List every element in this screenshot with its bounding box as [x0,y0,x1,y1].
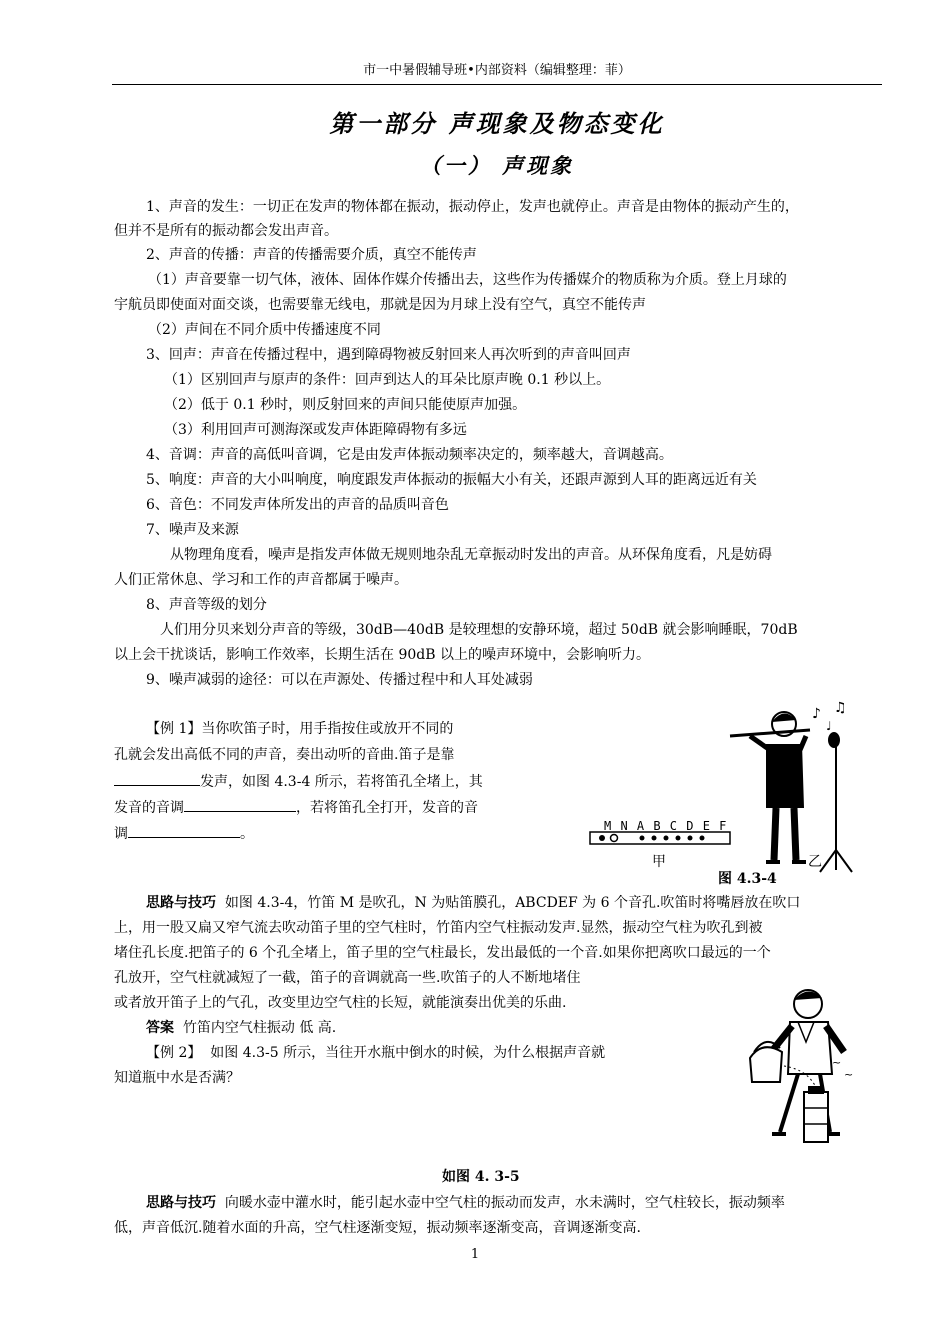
flute-hole-labels: M N A B C D E F [604,819,728,833]
answer-blank-1[interactable] [114,771,200,786]
para-2-2: （2）声间在不同介质中传播速度不同 [148,322,381,338]
solution2-line2: 低，声音低沉.随着水面的升高，空气柱逐渐变短，振动频率逐渐变高，音调逐渐变高. [114,1220,641,1236]
flute-label-jia: 甲 [652,854,666,870]
example1-line2: 孔就会发出高低不同的声音，奏出动听的音曲.笛子是靠 [114,747,455,763]
header-divider [112,84,882,85]
para-3-2: （2）低于 0.1 秒时，则反射回来的声间只能使原声加强。 [164,397,527,413]
para-8a: 人们用分贝来划分声音的等级，30dB—40dB 是较理想的安静环境，超过 50dB 就会影响睡眠，70dB [160,622,798,638]
answer1: 答案 竹笛内空气柱振动 低 高. [146,1020,337,1036]
figure-boy-pouring-water [740,982,890,1152]
para-1b: 但并不是所有的振动都会发出声音。 [114,223,338,239]
solution1-line1: 思路与技巧 如图 4.3-4，竹笛 M 是吹孔，N 为贴笛膜孔，ABCDEF 为 6 个音孔.吹笛时将嘴唇放在吹口 [146,895,801,911]
example1-line3: 发声，如图 4.3-4 所示，若将笛孔全堵上，其 [114,771,483,792]
solution1-line3: 堵住孔长度.把笛子的 6 个孔全堵上，笛子里的空气柱最长，发出最低的一个音.如果你把离吹口最远的一个 [114,945,771,961]
solution1-line2: 上，用一股又扁又窄气流去吹动笛子里的空气柱时，竹笛内空气柱振动发声.显然，振动空气柱为吹孔到被 [114,920,763,936]
solution2-label: 思路与技巧 [146,1195,216,1211]
svg-text:♪: ♪ [812,706,821,722]
para-4: 4、音调：声音的高低叫音调，它是由发声体振动频率决定的，频率越大，音调越高。 [146,447,673,463]
example1-line4: 发音的音调 ，若将笛孔全打开，发音的音 [114,797,478,818]
para-3-1: （1）区别回声与原声的条件：回声到达人的耳朵比原声晚 0.1 秒以上。 [164,372,611,388]
example2-tag: 【例 2】 [146,1045,202,1061]
example1-line5: 调 。 [114,823,254,844]
para-3: 3、回声：声音在传播过程中，遇到障碍物被反射回来人再次听到的声音叫回声 [146,347,631,363]
answer-blank-3[interactable] [128,823,240,838]
para-1a: 1、声音的发生：一切正在发声的物体都在振动，振动停止，发声也就停止。声音是由物体的振动产生的， [146,199,799,215]
para-7a: 从物理角度看，噪声是指发声体做无规则地杂乱无章振动时发出的声音。从环保角度看，凡是妨碍 [170,547,772,563]
para-3-3: （3）利用回声可测海深或发声体距障碍物有多远 [164,422,467,438]
para-2-1a: （1）声音要靠一切气体，液体、固体作媒介传播出去，这些作为传播媒介的物质称为介质。登上月球的 [148,272,787,288]
solution1-label: 思路与技巧 [146,895,216,911]
answer1-label: 答案 [146,1020,174,1036]
section-subtitle: （一） 声现象 [419,154,575,178]
svg-text:~: ~ [832,1056,842,1069]
para-2: 2、声音的传播：声音的传播需要介质，真空不能传声 [146,247,477,263]
para-7b: 人们正常休息、学习和工作的声音都属于噪声。 [114,572,408,588]
figure-4-3-4-caption: 图 4.3-4 [718,871,777,887]
page-header: 市一中暑假辅导班•内部资料（编辑整理：菲） [363,63,631,78]
solution2-line1: 思路与技巧 向暖水壶中灌水时，能引起水壶中空气柱的振动而发声，水未满时，空气柱较长，振动频率 [146,1195,785,1211]
para-9: 9、噪声减弱的途径：可以在声源处、传播过程中和人耳处减弱 [146,672,533,688]
player-label-yi: 乙 [808,854,822,870]
section-title: 第一部分 声现象及物态变化 [329,110,665,138]
svg-text:♫: ♫ [834,700,847,716]
answer-blank-2[interactable] [184,797,296,812]
para-8b: 以上会干扰谈话，影响工作效率，长期生活在 90dB 以上的噪声环境中，会影响听力。 [114,647,650,663]
solution1-line5: 或者放开笛子上的气孔，改变里边空气柱的长短，就能演奏出优美的乐曲. [114,995,567,1011]
para-2-1b: 宇航员即使面对面交谈，也需要靠无线电，那就是因为月球上没有空气，真空不能传声 [114,297,646,313]
para-6: 6、音色：不同发声体所发出的声音的品质叫音色 [146,497,449,513]
example1-tag: 【例 1】 [146,721,202,737]
example1-line1: 【例 1】当你吹笛子时，用手指按住或放开不同的 [146,721,454,737]
page-number: 1 [470,1247,480,1262]
example2-line2: 知道瓶中水是否满？ [114,1070,240,1086]
solution1-line4: 孔放开，空气柱就减短了一截，笛子的音调就高一些.吹笛子的人不断地堵住 [114,970,581,986]
svg-text:♩: ♩ [826,719,832,733]
para-7: 7、噪声及来源 [146,522,239,538]
para-5: 5、响度：声音的大小叫响度，响度跟发声体振动的振幅大小有关，还跟声源到人耳的距离远近有关 [146,472,757,488]
para-8: 8、声音等级的划分 [146,597,267,613]
figure-flute-player [580,700,880,880]
example2-line1: 【例 2】 如图 4.3-5 所示，当往开水瓶中倒水的时候，为什么根据声音就 [146,1045,606,1061]
svg-text:~: ~ [844,1068,854,1081]
figure-4-3-5-caption: 如图 4. 3-5 [442,1169,520,1185]
